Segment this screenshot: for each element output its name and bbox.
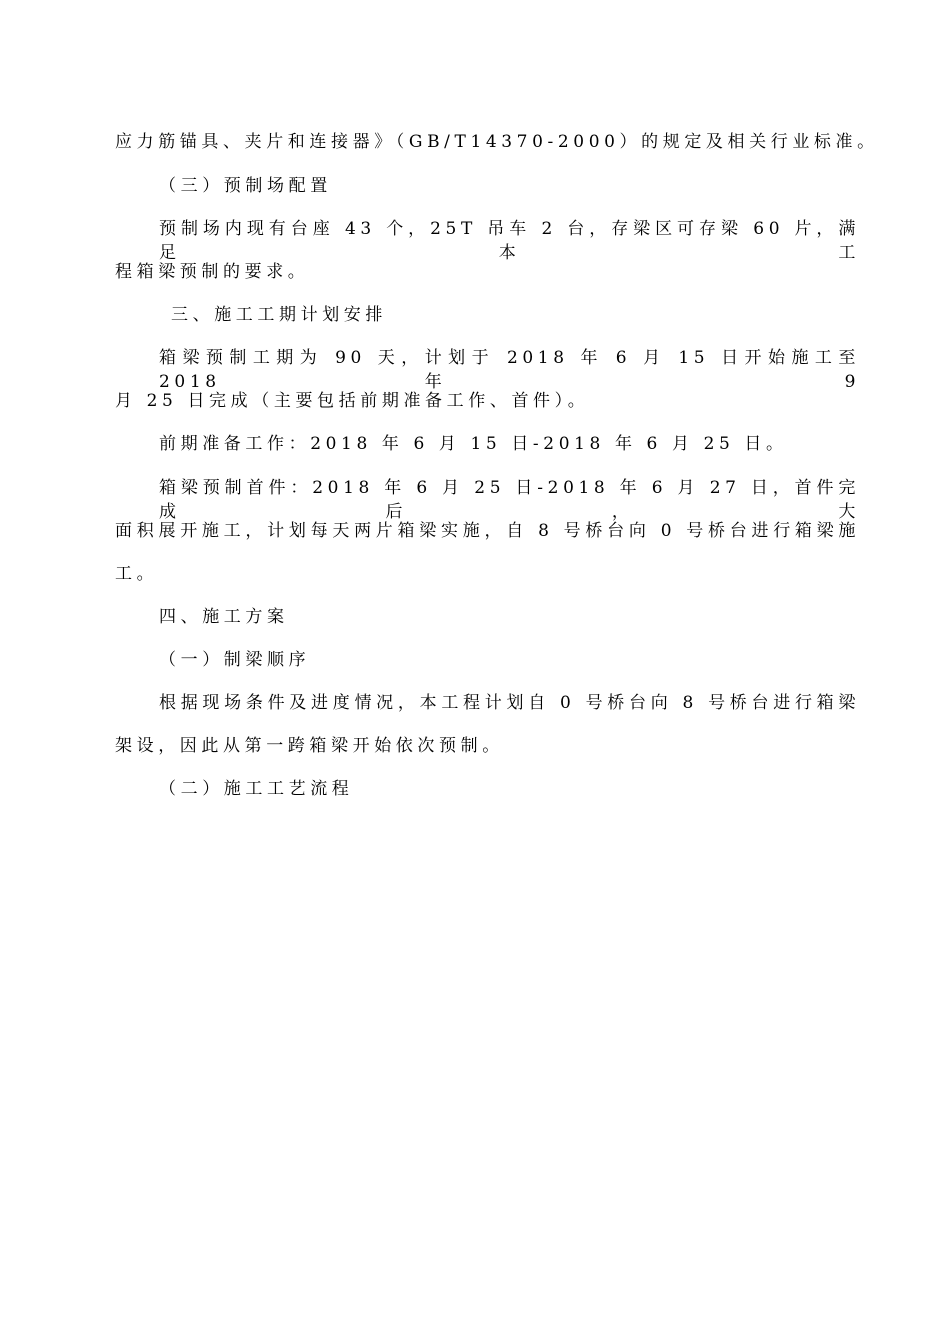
paragraph-line: 箱梁预制工期为 90 天，计划于 2018 年 6 月 15 日开始施工至 2018 年 9 — [159, 348, 860, 392]
paragraph-line: 架设，因此从第一跨箱梁开始依次预制。 — [115, 736, 504, 756]
paragraph-line: 面积展开施工，计划每天两片箱梁实施，自 8 号桥台向 0 号桥台进行箱梁施 — [115, 521, 860, 541]
paragraph-line: 前期准备工作：2018 年 6 月 15 日-2018 年 6 月 25 日。 — [159, 434, 788, 454]
paragraph-line: 程箱梁预制的要求。 — [115, 262, 310, 282]
paragraph-line: 月 25 日完成（主要包括前期准备工作、首件）。 — [115, 391, 590, 411]
paragraph-line: 工。 — [115, 564, 159, 584]
section-heading-construction-plan: 四、施工方案 — [159, 607, 289, 627]
section-heading-beam-order: （一）制梁顺序 — [159, 650, 311, 670]
section-heading-schedule: 三、施工工期计划安排 — [171, 305, 387, 325]
paragraph-line: 箱梁预制首件：2018 年 6 月 25 日-2018 年 6 月 27 日，首件完成后，大 — [159, 478, 860, 522]
paragraph-line: 应力筋锚具、夹片和连接器》（GB/T14370-2000）的规定及相关行业标准。 — [115, 132, 879, 152]
section-heading-prefab-yard: （三）预制场配置 — [159, 176, 332, 196]
paragraph-line: 根据现场条件及进度情况，本工程计划自 0 号桥台向 8 号桥台进行箱梁 — [159, 693, 860, 713]
paragraph-line: 预制场内现有台座 43 个，25T 吊车 2 台，存梁区可存梁 60 片，满足本工 — [159, 219, 860, 263]
section-heading-process-flow: （二）施工工艺流程 — [159, 779, 354, 799]
